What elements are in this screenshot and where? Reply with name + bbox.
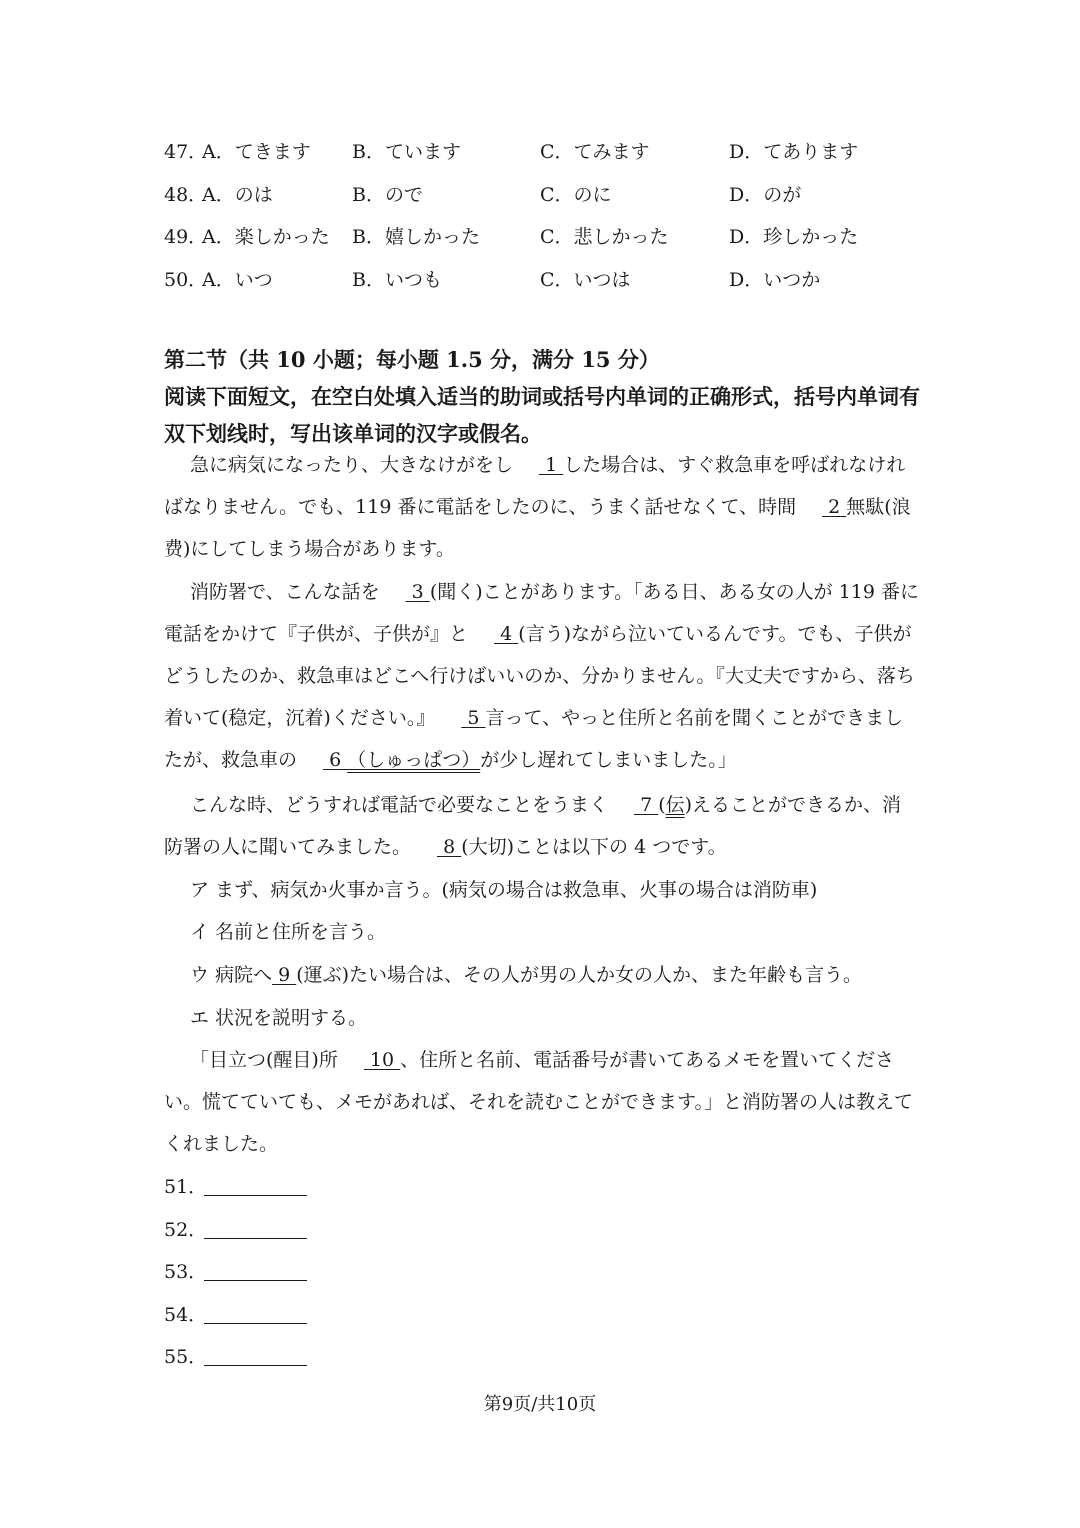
answer-number: 52．: [164, 1219, 208, 1241]
answer-row-53: [164, 1257, 464, 1287]
blank-10: 10: [369, 1049, 395, 1071]
mc-question-50: [164, 265, 924, 295]
option-b: B．嬉しかった: [352, 226, 480, 248]
answer-number: 55．: [164, 1346, 208, 1368]
answer-line[interactable]: [204, 1195, 307, 1196]
blank-2: 2: [828, 496, 841, 518]
answer-number: 53．: [164, 1261, 208, 1283]
blank-3: 3: [411, 581, 424, 603]
passage-paragraph-4: 「目立つ(醒目)所 10 、住所と名前、電話番号が書いてあるメモを置いてください。慌てていても、メモがあれば、それを読むことができます。」と消防署の人は教えてくれました。: [164, 1039, 919, 1165]
passage-paragraph-2: 消防署で、こんな話を 3 (聞く)ことがあります。「ある日、ある女の人が 119 番に電話をかけて『子供が、子供が』と 4 (言う)ながら泣いているんです。でも、子供がどうしたのか、救急車はどこへ行けばいいのか、分かりません。『大丈夫ですから、落ち着いて(稳定，沉着)ください。』 5 言って、やっと住所と名前を聞くことができましたが、救急車の 6 （しゅっぱつ）が少し遅れてしまいました。」: [164, 571, 919, 781]
kana-hint: （しゅっぱつ）: [347, 749, 481, 771]
option-b: B．いつも: [352, 269, 442, 291]
list-item-u: ウ 病院へ 9 (運ぶ)たい場合は、その人が男の人か女の人か、また年齢も言う。: [190, 954, 920, 996]
option-b: B．ています: [352, 141, 461, 163]
answer-number: 54．: [164, 1304, 208, 1326]
kanji-hint: 伝: [665, 794, 685, 816]
list-item-a: ア まず、病気か火事か言う。(病気の場合は救急車、火事の場合は消防車): [190, 879, 818, 901]
section-instruction: 阅读下面短文，在空白处填入适当的助词或括号内单词的正确形式，括号内单词有双下划线时，写出该单词的汉字或假名。: [164, 384, 920, 446]
blank-6: 6: [329, 749, 342, 771]
answer-row-54: [164, 1300, 464, 1330]
option-d: D．てあります: [729, 141, 859, 163]
blank-4: 4: [500, 623, 513, 645]
blank-8: 8: [443, 836, 456, 858]
section-title: 第二节（共 10 小题；每小题 1.5 分，满分 15 分）: [164, 347, 660, 372]
question-number: 49．: [164, 226, 208, 248]
mc-question-48: [164, 180, 924, 210]
answer-line[interactable]: [204, 1323, 307, 1324]
blank-9: 9: [278, 964, 291, 986]
option-c: C．いつは: [540, 269, 631, 291]
answer-line[interactable]: [204, 1365, 307, 1366]
section-heading: [164, 341, 924, 452]
answer-row-51: [164, 1172, 464, 1202]
answer-row-55: [164, 1342, 464, 1372]
passage-paragraph-3: こんな時、どうすれば電話で必要なことをうまく 7 (伝)えることができるか、消防署の人に聞いてみました。 8 (大切)ことは以下の 4 つです。: [164, 784, 919, 868]
blank-1: 1: [545, 454, 558, 476]
option-a: A．いつ: [202, 269, 273, 291]
option-d: D．いつか: [729, 269, 821, 291]
blank-5: 5: [467, 707, 480, 729]
page-footer: 第9页/共10页: [483, 1394, 597, 1415]
mc-question-47: [164, 137, 924, 167]
option-a: A．楽しかった: [202, 226, 330, 248]
option-c: C．てみます: [540, 141, 650, 163]
list-item-e: エ 状況を説明する。: [190, 1007, 368, 1029]
blank-7: 7: [640, 794, 653, 816]
option-b: B．ので: [352, 184, 423, 206]
mc-question-49: [164, 222, 924, 252]
question-number: 50．: [164, 269, 208, 291]
answer-number: 51．: [164, 1176, 208, 1198]
question-number: 47．: [164, 141, 208, 163]
list-item-i: イ 名前と住所を言う。: [190, 921, 387, 943]
option-c: C．のに: [540, 184, 612, 206]
question-number: 48．: [164, 184, 208, 206]
option-c: C．悲しかった: [540, 226, 669, 248]
option-a: A．てきます: [202, 141, 311, 163]
passage-paragraph-1: 急に病気になったり、大きなけがをし 1 した場合は、すぐ救急車を呼ばれなければなりません。でも、119 番に電話をしたのに、うまく話せなくて、時間 2 無駄(浪费)にしてしまう場合があります。: [164, 444, 919, 570]
option-d: D．珍しかった: [729, 226, 859, 248]
option-d: D．のが: [729, 184, 802, 206]
answer-row-52: [164, 1215, 464, 1245]
answer-line[interactable]: [204, 1238, 307, 1239]
option-a: A．のは: [202, 184, 273, 206]
answer-line[interactable]: [204, 1280, 307, 1281]
